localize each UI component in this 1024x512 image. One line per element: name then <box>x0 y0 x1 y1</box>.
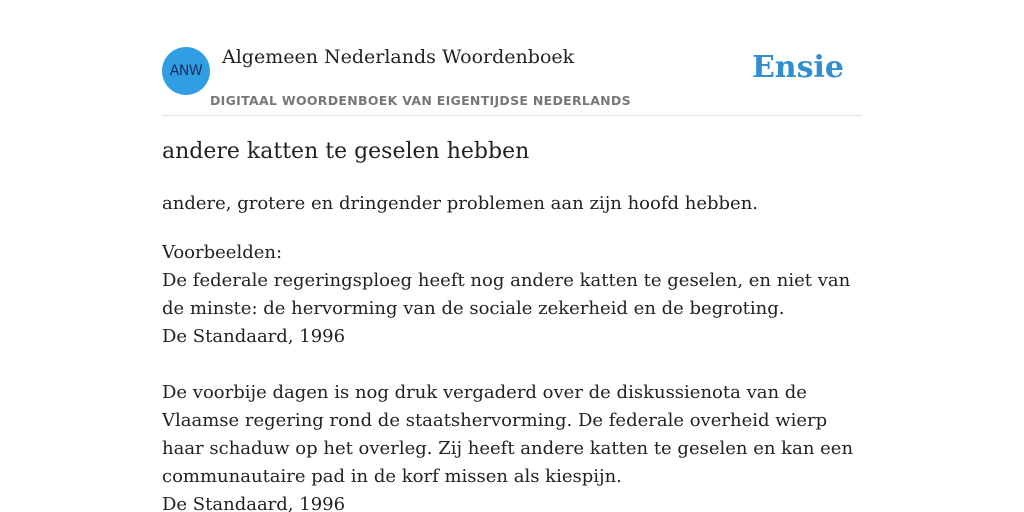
anw-logo[interactable] <box>162 47 210 95</box>
example-text: De federale regeringsploeg heeft nog andere katten te geselen, en niet van de minste: de hervorming van de sociale zekerheid en de begroting. <box>162 270 851 319</box>
example-source: De Standaard, 1996 <box>162 494 346 512</box>
example-item <box>162 267 862 351</box>
examples-label: Voorbeelden: <box>162 242 283 263</box>
examples-section <box>162 239 862 512</box>
example-text: De voorbije dagen is nog druk vergaderd over de diskussienota van de Vlaamse regering rond de staatshervorming. De federale overheid wierp haar schaduw op het overleg. Zij heeft andere katten te geselen en kan een communautaire pad in de korf missen als kiespijn. <box>162 382 854 487</box>
site-subtitle: DIGITAAL WOORDENBOEK VAN EIGENTIJDSE NEDERLANDS <box>210 93 631 108</box>
site-header <box>162 0 862 116</box>
example-source: De Standaard, 1996 <box>162 326 346 347</box>
headword: andere katten te geselen hebben <box>162 139 530 164</box>
logo-text: ANW <box>169 63 203 79</box>
ensie-brand-logo[interactable]: Ensie <box>751 50 844 85</box>
example-item <box>162 379 862 512</box>
page <box>162 0 862 512</box>
definition: andere, grotere en dringender problemen aan zijn hoofd hebben. <box>162 193 759 214</box>
site-title[interactable]: Algemeen Nederlands Woordenboek <box>222 46 575 68</box>
